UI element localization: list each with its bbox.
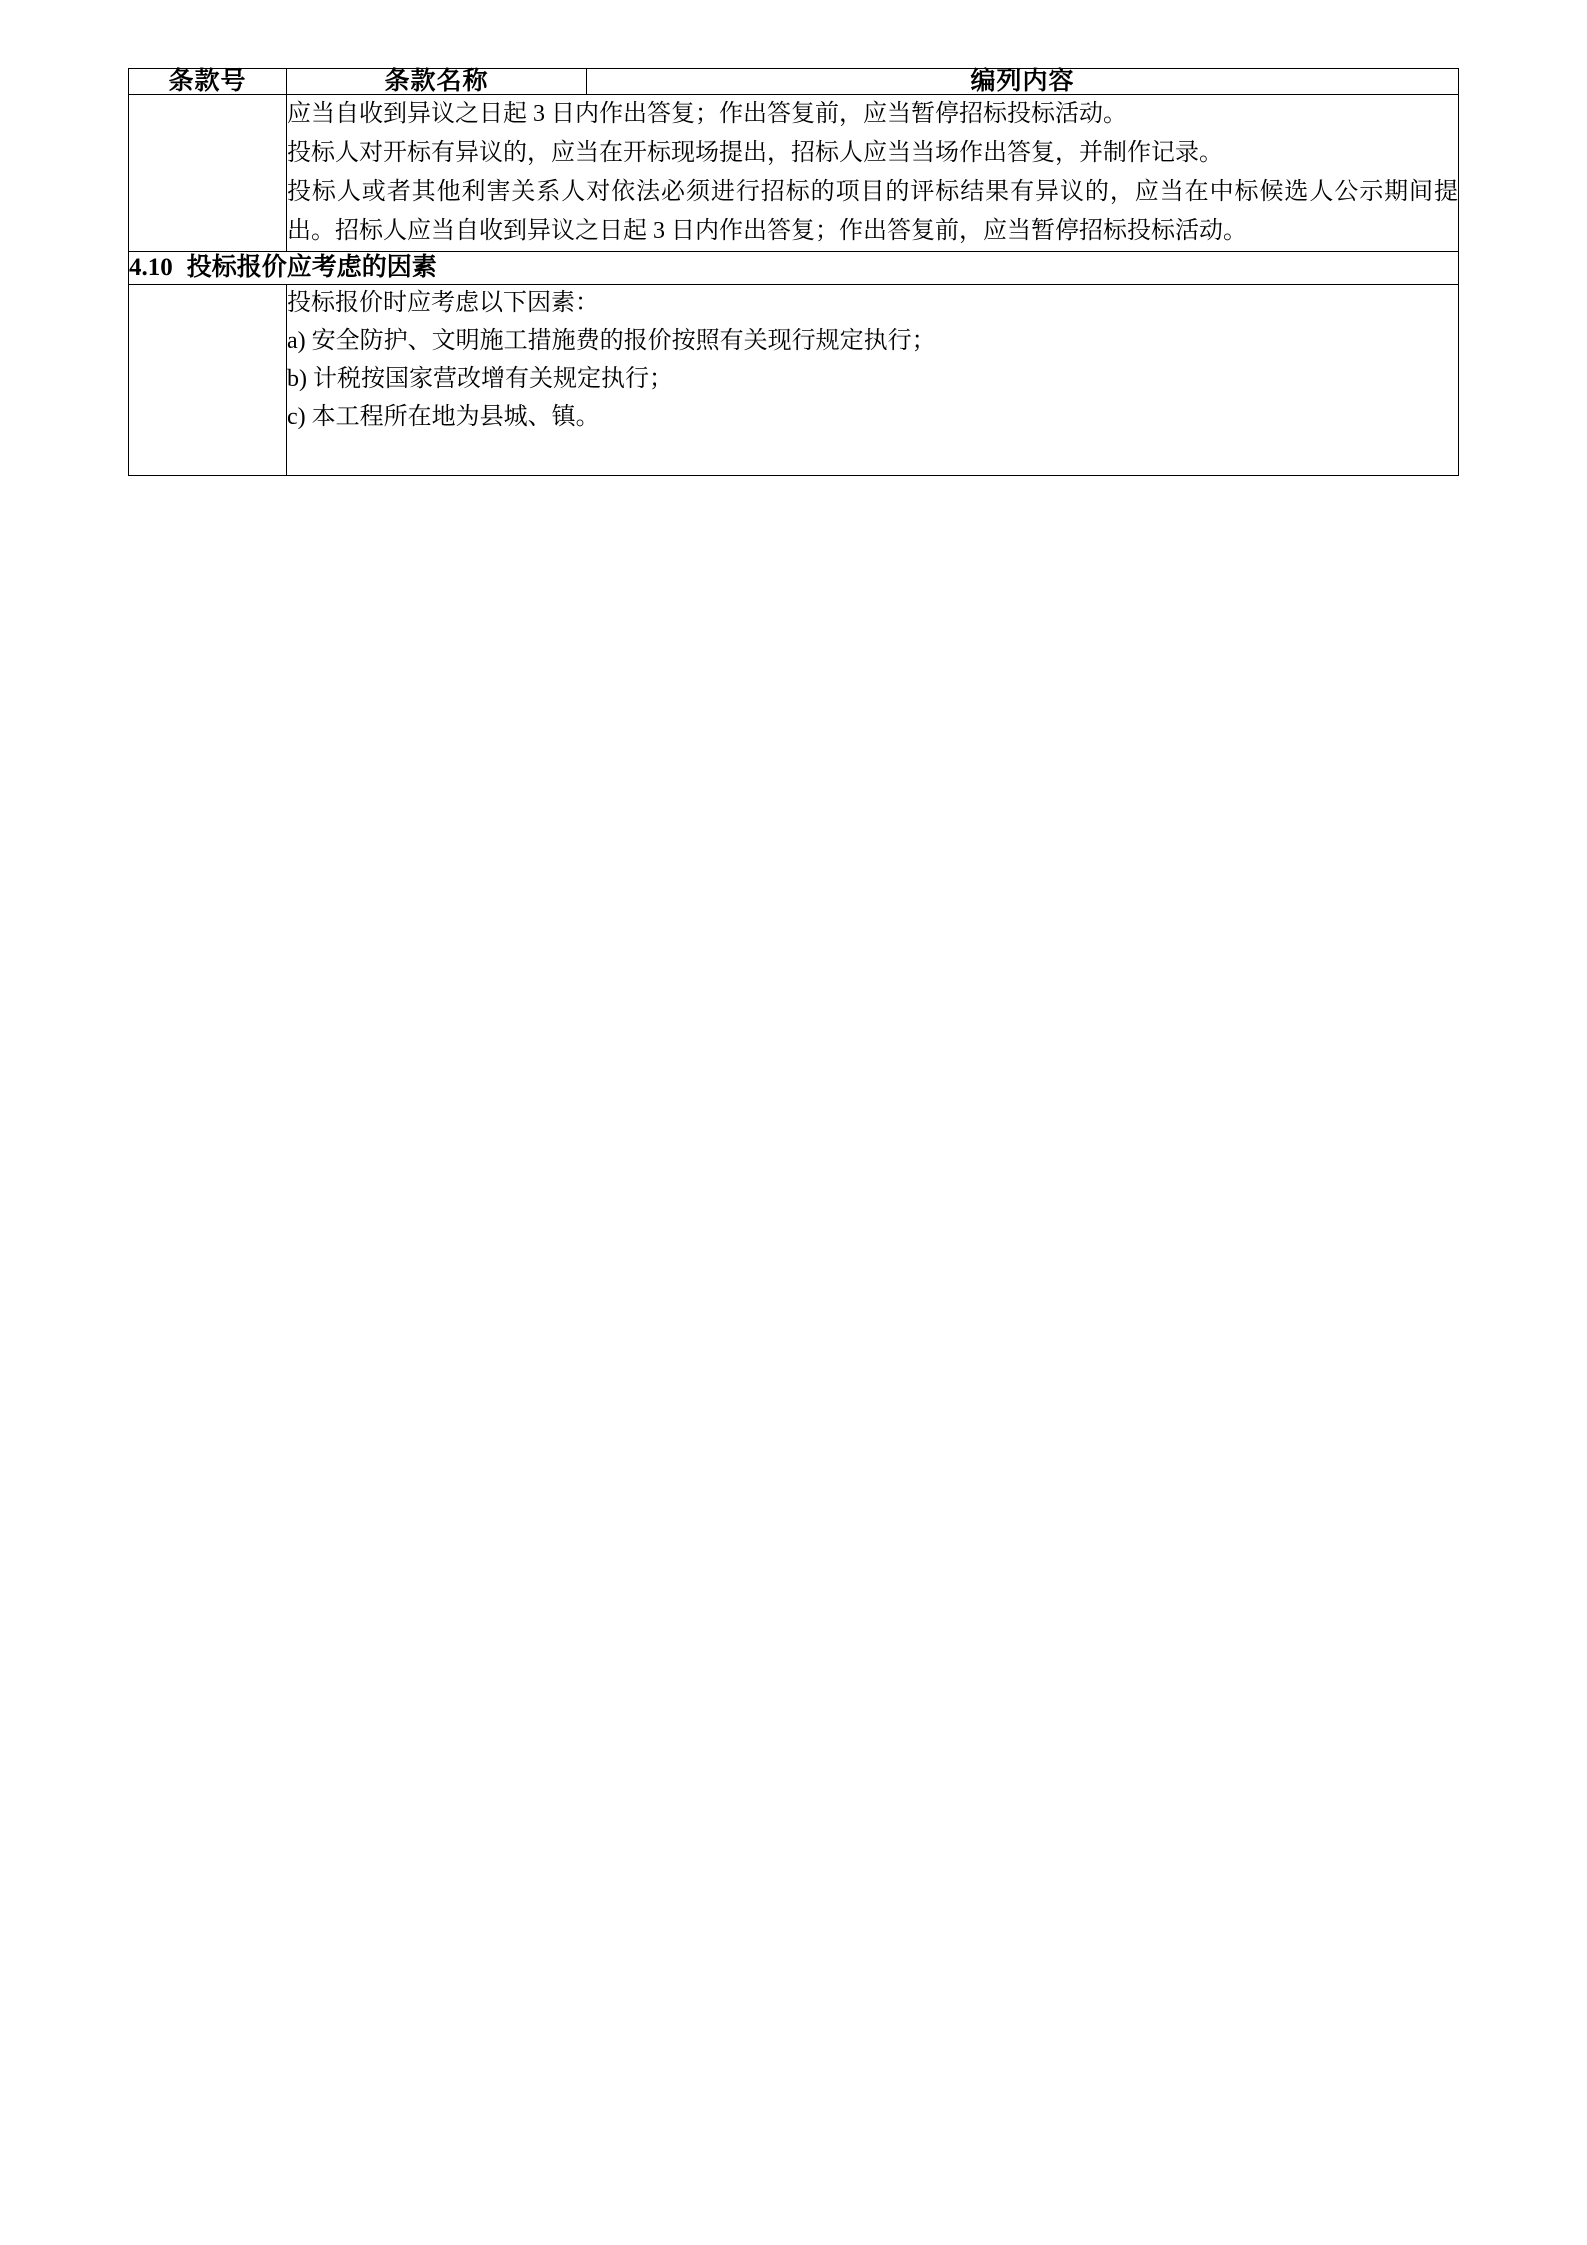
list-item: b) 计税按国家营改增有关规定执行； <box>287 365 673 392</box>
row-content <box>287 285 1459 476</box>
section-title: 投标报价应考虑的因素 <box>186 253 437 281</box>
list-intro: 投标报价时应考虑以下因素： <box>287 290 599 316</box>
row-clause-no <box>129 95 287 252</box>
header-clause-no: 条款号 <box>129 69 287 95</box>
paragraph: 投标人对开标有异议的，应当在开标现场提出，招标人应当当场作出答复，并制作记录。 <box>287 139 1223 166</box>
table-row <box>129 285 1459 476</box>
table-header-row <box>129 69 1459 95</box>
table-row <box>129 95 1459 252</box>
header-content: 编列内容 <box>587 69 1459 95</box>
list-spacer <box>287 437 1458 475</box>
row-content <box>287 95 1459 252</box>
header-clause-name: 条款名称 <box>287 69 587 95</box>
paragraph: 应当自收到异议之日起 3 日内作出答复；作出答复前，应当暂停招标投标活动。 <box>287 101 1127 127</box>
row-clause-no <box>129 285 287 476</box>
list-item: c) 本工程所在地为县城、镇。 <box>287 403 600 430</box>
list-item: a) 安全防护、文明施工措施费的报价按照有关现行规定执行； <box>287 327 936 354</box>
paragraph: 投标人或者其他利害关系人对依法必须进行招标的项目的评标结果有异议的，应当在中标候选人公示期间提出。招标人应当自收到异议之日起 3 日内作出答复；作出答复前，应当暂停招标投标活动。 <box>287 178 1458 244</box>
section-heading <box>129 251 1459 285</box>
section-number: 4.10 <box>129 253 173 281</box>
clause-table <box>128 68 1459 476</box>
table-row-section <box>129 251 1459 285</box>
